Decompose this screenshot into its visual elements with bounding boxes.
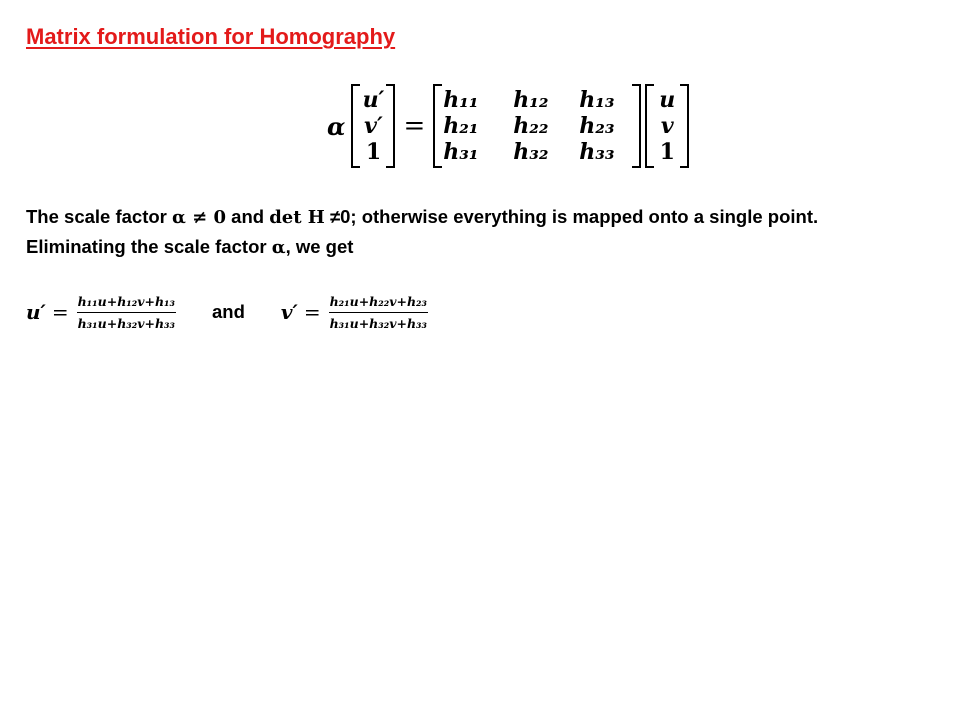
scale-factor-statement (26, 206, 818, 228)
v-prime-fraction (329, 294, 428, 331)
u-prime-fraction (77, 294, 176, 331)
statement-text: The scale factor (26, 206, 173, 227)
matrix-cell: h₃₂ (513, 139, 549, 165)
lhs-vector-entry: v′ (364, 113, 383, 139)
connector-word: and (212, 301, 245, 322)
u-prime-symbol: u′ (26, 300, 46, 324)
lhs-vector-entry: u′ (362, 87, 385, 113)
slide-title: Matrix formulation for Homography (26, 24, 396, 49)
matrix-cell: h₁₁ (443, 87, 479, 113)
homography-matrix (433, 84, 641, 168)
rhs-vector-entry: v (660, 113, 674, 139)
inline-math: α ≠ 0 (172, 207, 227, 228)
v-prime-symbol: v′ (280, 300, 298, 324)
matrix-cell: h₂₃ (579, 113, 615, 139)
lhs-vector-entry: 1 (365, 139, 382, 165)
equals-sign: = (51, 300, 69, 324)
statement-text: Eliminating the scale factor (26, 236, 272, 257)
inline-math: det H (269, 207, 325, 228)
statement-text: , we get (285, 236, 354, 257)
matrix-cell: h₂₂ (513, 113, 549, 139)
equals-sign: = (303, 300, 321, 324)
rhs-vector-entry: u (659, 87, 676, 113)
matrix-cell: h₁₂ (513, 87, 549, 113)
scale-factor-symbol: α (327, 111, 346, 141)
v-prime-lhs (281, 300, 321, 324)
matrix-equation (327, 83, 689, 169)
fraction-denominator: h₃₁u+h₃₂v+h₃₃ (77, 312, 176, 331)
fraction-formulas (26, 284, 428, 340)
fraction-denominator: h₃₁u+h₃₂v+h₃₃ (329, 312, 428, 331)
matrix-cell: h₁₃ (579, 87, 615, 113)
matrix-cell: h₃₁ (443, 139, 479, 165)
u-prime-lhs (26, 300, 69, 324)
rhs-vector-entry: 1 (659, 139, 675, 165)
statement-text: and (226, 206, 270, 227)
fraction-numerator: h₂₁u+h₂₂v+h₂₃ (329, 293, 427, 309)
fraction-numerator: h₁₁u+h₁₂v+h₁₃ (77, 293, 176, 309)
equals-sign: = (403, 111, 426, 141)
elimination-statement (26, 236, 353, 258)
statement-text: ≠0; otherwise everything is mapped onto a single point. (324, 206, 819, 227)
inline-math: α (271, 237, 286, 258)
matrix-cell: h₂₁ (443, 113, 479, 139)
lhs-vector (351, 84, 395, 168)
matrix-cell: h₃₃ (579, 139, 615, 165)
rhs-vector (645, 84, 689, 168)
